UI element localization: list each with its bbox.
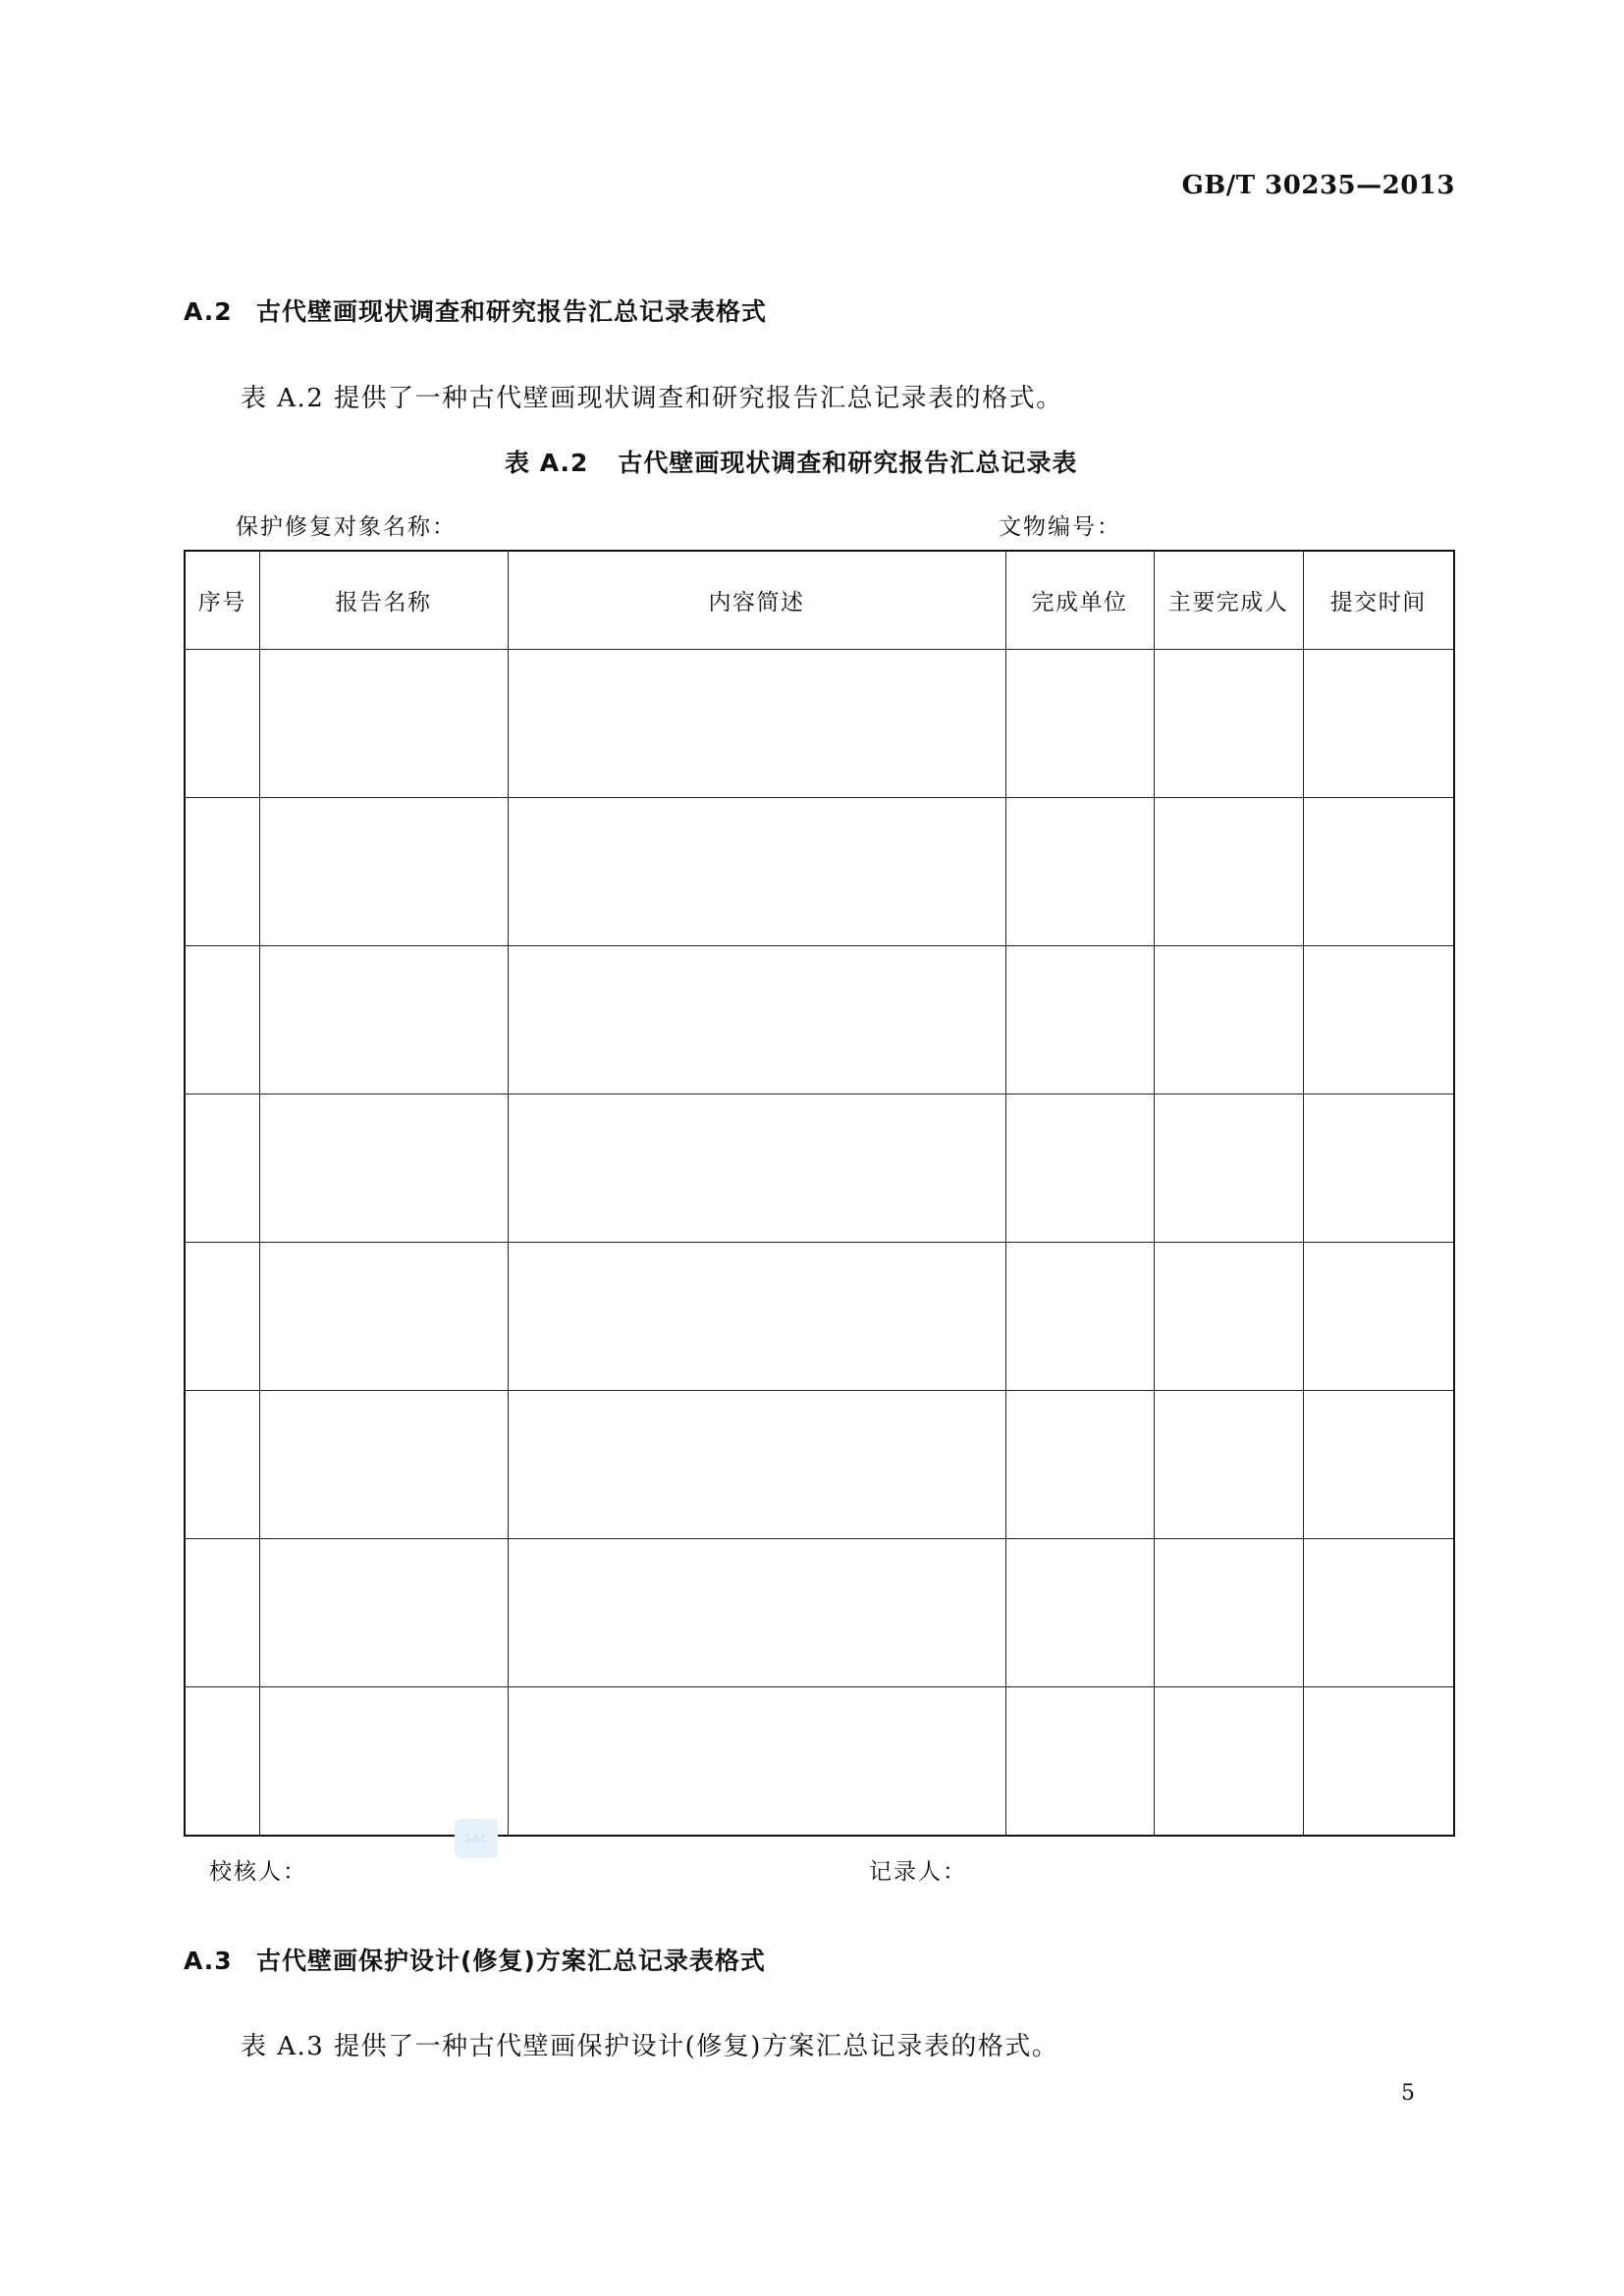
- table-cell: [1154, 1391, 1303, 1539]
- column-header-serial: 序号: [185, 551, 259, 650]
- table-cell: [185, 1687, 259, 1837]
- table-cell: [508, 1243, 1005, 1391]
- table-cell: [1005, 798, 1154, 946]
- table-cell: [185, 1243, 259, 1391]
- table-cell: [1005, 1687, 1154, 1837]
- table-cell: [1303, 1243, 1454, 1391]
- table-cell: [1154, 798, 1303, 946]
- table-cell: [508, 1539, 1005, 1687]
- table-row: [185, 798, 1454, 946]
- relic-number-label: 文物编号：: [999, 514, 1121, 540]
- table-cell: [1005, 1095, 1154, 1243]
- column-header-summary: 内容简述: [508, 551, 1005, 650]
- section-a3-number: A.3: [184, 1947, 233, 1975]
- table-cell: [1303, 1687, 1454, 1837]
- table-cell: [1005, 1243, 1154, 1391]
- table-cell: [259, 798, 508, 946]
- table-cell: [1303, 798, 1454, 946]
- table-cell: [508, 650, 1005, 798]
- table-a2-caption: [505, 444, 1077, 479]
- table-row: [185, 946, 1454, 1095]
- object-name-label: 保护修复对象名称：: [236, 514, 457, 540]
- table-a2-caption-number: 表 A.2: [505, 449, 589, 477]
- table-cell: [1005, 1539, 1154, 1687]
- table-cell: [259, 1243, 508, 1391]
- table-cell: [185, 1095, 259, 1243]
- table-a2-caption-title: 古代壁画现状调查和研究报告汇总记录表: [618, 449, 1078, 477]
- record-table-a2: [184, 550, 1455, 1837]
- table-body: [185, 650, 1454, 1837]
- table-cell: [1303, 1095, 1454, 1243]
- table-cell: [508, 798, 1005, 946]
- table-cell: [1005, 946, 1154, 1095]
- table-cell: [259, 1391, 508, 1539]
- table-row: [185, 1391, 1454, 1539]
- table-cell: [185, 650, 259, 798]
- section-a3-paragraph: 表 A.3 提供了一种古代壁画保护设计(修复)方案汇总记录表的格式。: [241, 2032, 1059, 2061]
- section-a2-number: A.2: [184, 297, 233, 326]
- table-row: [185, 1243, 1454, 1391]
- section-a3-title: 古代壁画保护设计(修复)方案汇总记录表格式: [256, 1947, 766, 1975]
- table-cell: [1005, 1391, 1154, 1539]
- table-cell: [1303, 946, 1454, 1095]
- table-cell: [508, 946, 1005, 1095]
- table-cell: [259, 1539, 508, 1687]
- table-cell: [1005, 650, 1154, 798]
- section-a2-title: 古代壁画现状调查和研究报告汇总记录表格式: [256, 297, 768, 326]
- table-cell: [259, 1095, 508, 1243]
- standard-code: GB/T 30235—2013: [1181, 171, 1455, 200]
- table-cell: [1303, 1539, 1454, 1687]
- table-header-row: [185, 551, 1454, 650]
- table-cell: [1154, 1243, 1303, 1391]
- table-cell: [259, 1687, 508, 1837]
- column-header-submit-time: 提交时间: [1303, 551, 1454, 650]
- table-row: [185, 1095, 1454, 1243]
- table-row: [185, 650, 1454, 798]
- table-cell: [1154, 1687, 1303, 1837]
- checker-label: 校核人：: [209, 1859, 307, 1885]
- column-header-report-name: 报告名称: [259, 551, 508, 650]
- section-a2-heading: [184, 293, 767, 328]
- table-cell: [185, 1391, 259, 1539]
- table-cell: [1303, 650, 1454, 798]
- table-cell: [1154, 650, 1303, 798]
- column-header-unit: 完成单位: [1005, 551, 1154, 650]
- recorder-label: 记录人：: [869, 1859, 967, 1885]
- page-number: 5: [1401, 2081, 1415, 2106]
- table-cell: [1154, 1539, 1303, 1687]
- table-cell: [185, 798, 259, 946]
- table-cell: [1303, 1391, 1454, 1539]
- table-cell: [508, 1687, 1005, 1837]
- watermark-logo: SAC: [455, 1819, 498, 1858]
- table-row: [185, 1539, 1454, 1687]
- table-row: [185, 1687, 1454, 1837]
- section-a3-heading: [184, 1942, 766, 1977]
- table-cell: [185, 1539, 259, 1687]
- table-cell: [259, 650, 508, 798]
- table-cell: [508, 1095, 1005, 1243]
- table-cell: [508, 1391, 1005, 1539]
- table-cell: [1154, 1095, 1303, 1243]
- column-header-main-person: 主要完成人: [1154, 551, 1303, 650]
- table-cell: [1154, 946, 1303, 1095]
- table-cell: [259, 946, 508, 1095]
- section-a2-paragraph: 表 A.2 提供了一种古代壁画现状调查和研究报告汇总记录表的格式。: [241, 384, 1063, 413]
- table-cell: [185, 946, 259, 1095]
